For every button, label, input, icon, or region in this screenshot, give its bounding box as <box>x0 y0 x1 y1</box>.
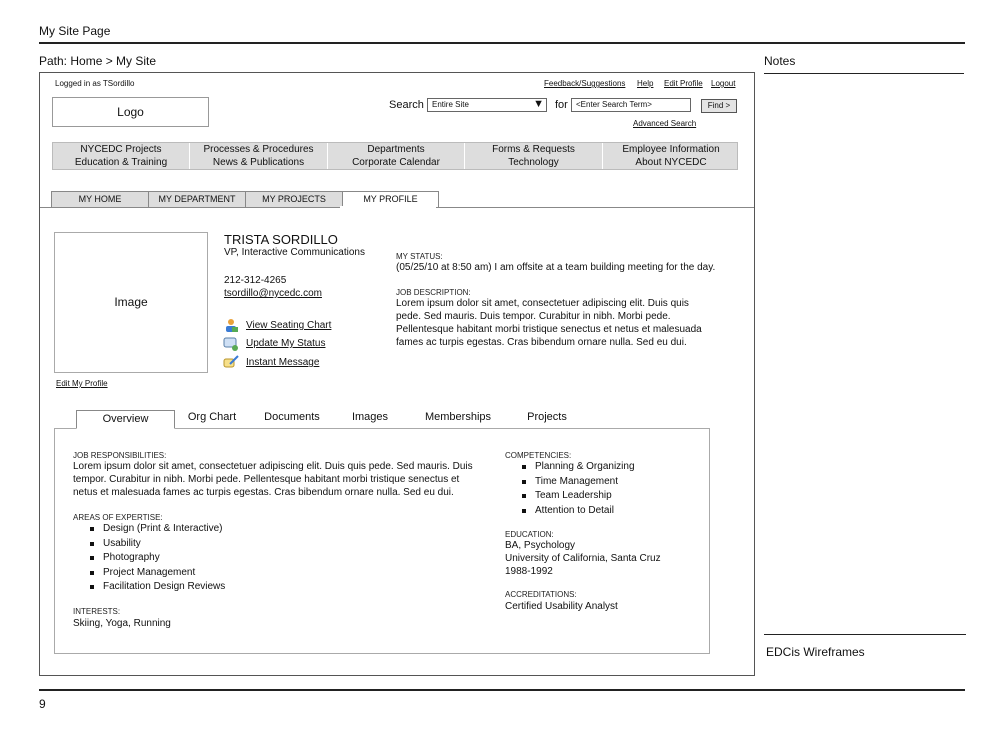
list-item: Facilitation Design Reviews <box>73 580 225 595</box>
page-title: My Site Page <box>39 24 111 38</box>
competencies-label: COMPETENCIES: <box>505 451 572 460</box>
logged-in-text: Logged in as TSordillo <box>55 79 135 88</box>
logout-link[interactable]: Logout <box>711 79 736 88</box>
profile-name: TRISTA SORDILLO <box>224 232 338 247</box>
active-tab-gap <box>340 206 436 209</box>
profile-phone: 212-312-4265 <box>224 275 287 286</box>
page-number: 9 <box>39 697 46 711</box>
notes-rule <box>764 73 964 74</box>
education-label: EDUCATION: <box>505 530 554 539</box>
instant-message-link[interactable]: Instant Message <box>246 357 320 368</box>
subtab-org-chart[interactable]: Org Chart <box>187 411 237 423</box>
update-my-status-link[interactable]: Update My Status <box>246 338 326 349</box>
competencies-list <box>505 460 635 518</box>
education-years: 1988-1992 <box>505 566 553 577</box>
search-scope-value: Entire Site <box>432 100 469 109</box>
nav-item[interactable]: Departments <box>328 143 465 156</box>
accreditations-text: Certified Usability Analyst <box>505 601 618 612</box>
for-label: for <box>555 99 568 111</box>
list-item: Attention to Detail <box>505 504 635 519</box>
footer-label: EDCis Wireframes <box>766 645 865 659</box>
tab-my-home[interactable]: MY HOME <box>51 191 148 208</box>
tab-my-projects[interactable]: MY PROJECTS <box>245 191 342 208</box>
nav-item[interactable]: Technology <box>465 156 603 169</box>
subtab-overview[interactable]: Overview <box>76 410 175 429</box>
expertise-label: AREAS OF EXPERTISE: <box>73 513 163 522</box>
instant-message-icon <box>223 354 239 370</box>
view-seating-chart-link[interactable]: View Seating Chart <box>246 320 332 331</box>
job-description-label: JOB DESCRIPTION: <box>396 288 471 297</box>
subtab-images[interactable]: Images <box>351 411 389 423</box>
nav-item[interactable]: News & Publications <box>190 156 328 169</box>
help-link[interactable]: Help <box>637 79 654 88</box>
my-status-text: (05/25/10 at 8:50 am) I am offsite at a team building meeting for the day. <box>396 262 716 273</box>
interests-text: Skiing, Yoga, Running <box>73 618 171 629</box>
list-item: Time Management <box>505 475 635 490</box>
notes-bottom-rule <box>764 634 966 635</box>
profile-image-placeholder: Image <box>54 232 208 373</box>
title-rule <box>39 42 965 44</box>
footer-rule <box>39 689 965 691</box>
nav-item[interactable]: About NYCEDC <box>635 157 707 168</box>
tab-my-profile[interactable]: MY PROFILE <box>342 191 439 208</box>
tab-my-department[interactable]: MY DEPARTMENT <box>148 191 245 208</box>
breadcrumb: Path: Home > My Site <box>39 54 157 68</box>
nav-item[interactable]: Education & Training <box>53 156 190 169</box>
notes-heading: Notes <box>764 54 796 68</box>
subtab-documents[interactable]: Documents <box>264 411 320 423</box>
profile-email-link[interactable]: tsordillo@nycedc.com <box>224 288 322 299</box>
edit-profile-link[interactable]: Edit Profile <box>664 79 703 88</box>
list-item: Team Leadership <box>505 489 635 504</box>
feedback-link[interactable]: Feedback/Suggestions <box>544 79 626 88</box>
education-school: University of California, Santa Cruz <box>505 553 661 564</box>
nav-item[interactable]: Processes & Procedures <box>190 143 328 156</box>
logo[interactable]: Logo <box>52 97 209 127</box>
search-input[interactable]: <Enter Search Term> <box>571 98 691 112</box>
job-description-text: Lorem ipsum dolor sit amet, consectetuer adipiscing elit. Duis quis pede. Sed mauris. Duis tempor. Curabitur in nibh. Morbi pede. Pellentesque habitant morbi tristique senectus et netus et malesuada fames ac turpis egestas. Cras bibendum ornare nulla. Sed eu dui. <box>396 298 702 348</box>
find-button[interactable]: Find > <box>701 99 737 113</box>
subtab-memberships[interactable]: Memberships <box>424 411 492 423</box>
profile-job-title: VP, Interactive Communications <box>224 247 365 258</box>
expertise-list <box>73 522 225 595</box>
job-responsibilities-label: JOB RESPONSIBILITIES: <box>73 451 167 460</box>
main-nav <box>52 142 738 170</box>
list-item: Usability <box>73 537 225 552</box>
list-item: Planning & Organizing <box>505 460 635 475</box>
nav-item[interactable]: NYCEDC Projects <box>53 143 190 156</box>
my-status-label: MY STATUS: <box>396 252 443 261</box>
list-item: Design (Print & Interactive) <box>73 522 225 537</box>
search-scope-select[interactable] <box>427 98 547 112</box>
job-responsibilities-text: Lorem ipsum dolor sit amet, consectetuer adipiscing elit. Duis quis pede. Sed mauris. Duis tempor. Curabitur in nibh. Morbi pede. Pellentesque habitant morbi tristique senectus et netus et malesuada fames ac turpis egestas. Cras bibendum ornare nulla. Sed eu dui. <box>73 461 473 498</box>
education-degree: BA, Psychology <box>505 540 576 551</box>
interests-label: INTERESTS: <box>73 607 121 616</box>
advanced-search-link[interactable]: Advanced Search <box>633 119 697 128</box>
list-item: Project Management <box>73 566 225 581</box>
status-update-icon <box>223 336 239 352</box>
list-item: Photography <box>73 551 225 566</box>
accreditations-label: ACCREDITATIONS: <box>505 590 577 599</box>
nav-item[interactable]: Forms & Requests <box>465 143 603 156</box>
nav-item[interactable]: Corporate Calendar <box>328 156 465 169</box>
subtab-projects[interactable]: Projects <box>527 411 567 423</box>
nav-item[interactable]: Employee Information <box>622 144 720 155</box>
seating-chart-icon <box>223 318 239 334</box>
dropdown-arrow-icon: ▼ <box>533 98 544 110</box>
edit-my-profile-link[interactable]: Edit My Profile <box>56 379 108 388</box>
search-label: Search <box>389 99 424 111</box>
